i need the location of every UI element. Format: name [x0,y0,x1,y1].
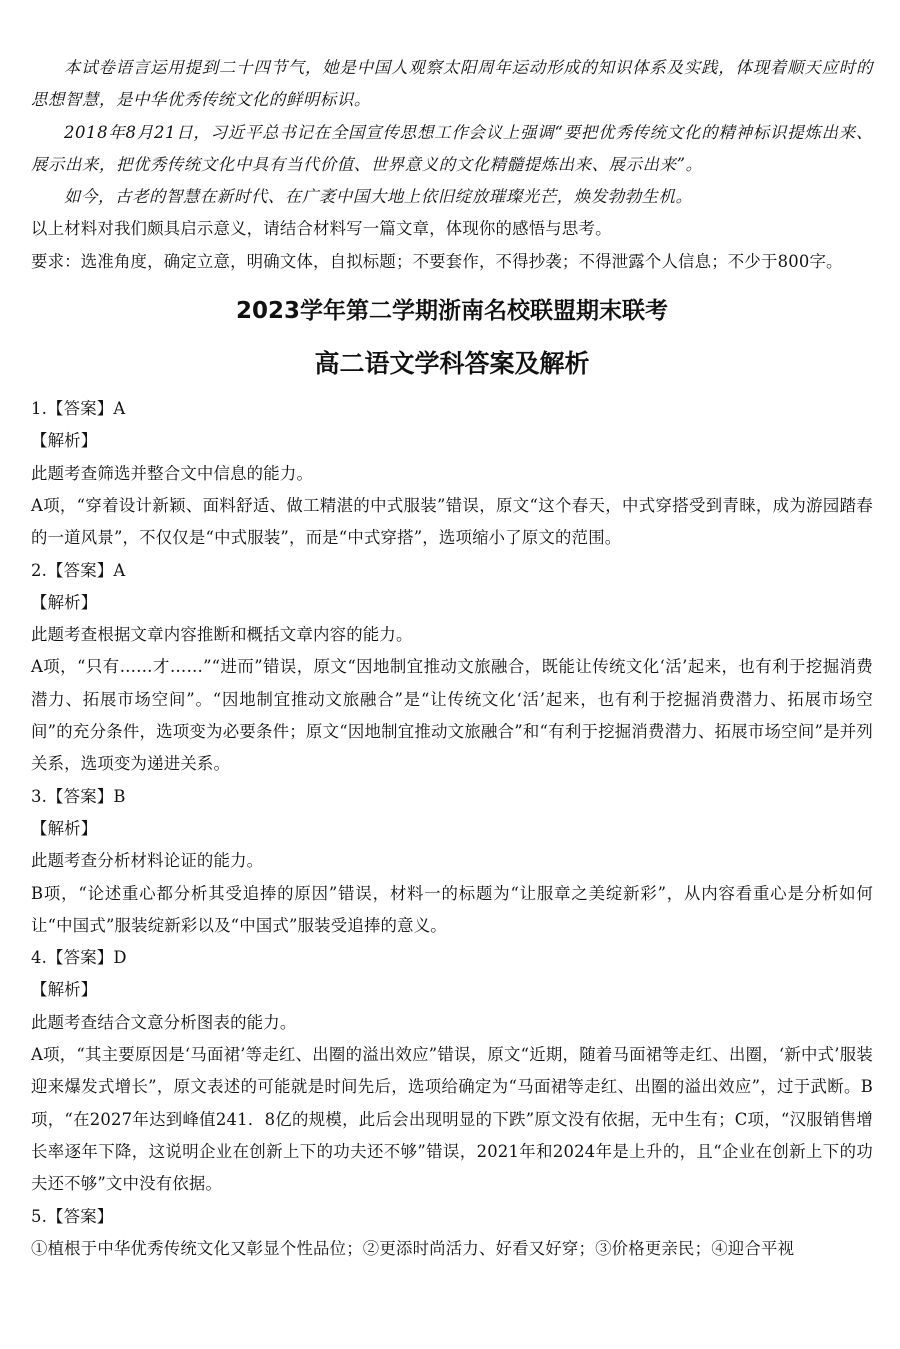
answer-item-1 [31,393,873,554]
answer-item-2 [31,555,873,781]
explanation-text: A项，“只有……才……”“进而”错误，原文“因地制宜推动文旅融合，既能让传统文化‘活’起来，也有利于挖掘消费潜力、拓展市场空间”。“因地制宜推动文旅融合”是“让传统文化‘活’起来，也有利于挖掘消费潜力、拓展市场空间”的充分条件，选项变为必要条件；原文“因地制宜推动文旅融合”和“有利于挖掘消费潜力、拓展市场空间”是并列关系，选项变为递进关系。 [31,657,873,774]
analysis-label: 【解析】 [31,980,98,1000]
prompt-paragraph-2: 2018年8月21日，习近平总书记在全国宣传思想工作会议上强调“要把优秀传统文化的精神标识提炼出来、展示出来，把优秀传统文化中具有当代价值、世界意义的文化精髓提炼出来、展示出来”。 [31,122,873,174]
answer-line: 2.【答案】A [31,560,126,580]
prompt-paragraph-1: 本试卷语言运用提到二十四节气，她是中国人观察太阳周年运动形成的知识体系及实践，体现着顺天应时的思想智慧，是中华优秀传统文化的鲜明标识。 [31,58,873,110]
analysis-label: 【解析】 [31,818,98,838]
answer-line: 5.【答案】 [31,1206,114,1226]
explanation-text: B项，“论述重心都分析其受追捧的原因”错误，材料一的标题为“让服章之美绽新彩”，从内容看重心是分析如何让“中国式”服装绽新彩以及“中国式”服装受追捧的意义。 [31,883,873,935]
answer-content: ①植根于中华优秀传统文化又彰显个性品位；②更添时尚活力、好看又好穿；③价格更亲民；④迎合平视 [31,1238,795,1258]
ability-line: 此题考查筛选并整合文中信息的能力。 [31,463,314,483]
answer-line: 4.【答案】D [31,948,127,968]
analysis-label: 【解析】 [31,592,98,612]
explanation-text: A项，“其主要原因是‘马面裙’等走红、出圈的溢出效应”错误，原文“近期，随着马面裙等走红、出圈，‘新中式’服装迎来爆发式增长”，原文表述的可能就是时间先后，选项给确定为“马面裙等走红、出圈的溢出效应”，过于武断。B项，“在2027年达到峰值241．8亿的规模，此后会出现明显的下跌”原文没有依据，无中生有；C项，“汉服销售增长率逐年下降，这说明企业在创新上下的功夫还不够”错误，2021年和2024年是上升的，且“企业在创新上下的功夫还不够”文中没有依据。 [31,1045,873,1194]
prompt-requirement: 要求：选准角度，确定立意，明确文体，自拟标题；不要套作，不得抄袭；不得泄露个人信息；不少于800字。 [31,251,843,271]
answer-item-5 [31,1201,873,1266]
exam-title: 2023学年第二学期浙南名校联盟期末联考 [235,298,668,325]
prompt-paragraph-3: 如今，古老的智慧在新时代、在广袤中国大地上依旧绽放璀璨光芒，焕发勃勃生机。 [64,187,693,207]
answer-line: 1.【答案】A [31,399,126,419]
analysis-label: 【解析】 [31,431,98,451]
answer-item-4 [31,942,873,1200]
ability-line: 此题考查分析材料论证的能力。 [31,851,264,871]
prompt-instruction: 以上材料对我们颇具启示意义，请结合材料写一篇文章，体现你的感悟与思考。 [31,219,612,239]
answer-key-title: 高二语文学科答案及解析 [314,349,590,379]
document-page [31,52,873,1265]
ability-line: 此题考查结合文意分析图表的能力。 [31,1012,297,1032]
ability-line: 此题考查根据文章内容推断和概括文章内容的能力。 [31,625,413,645]
answer-item-3 [31,781,873,942]
explanation-text: A项，“穿着设计新颖、面料舒适、做工精湛的中式服装”错误，原文“这个春天，中式穿搭受到青睐，成为游园踏春的一道风景”，不仅仅是“中式服装”，而是“中式穿搭”，选项缩小了原文的范围。 [31,495,873,548]
answer-line: 3.【答案】B [31,786,126,806]
